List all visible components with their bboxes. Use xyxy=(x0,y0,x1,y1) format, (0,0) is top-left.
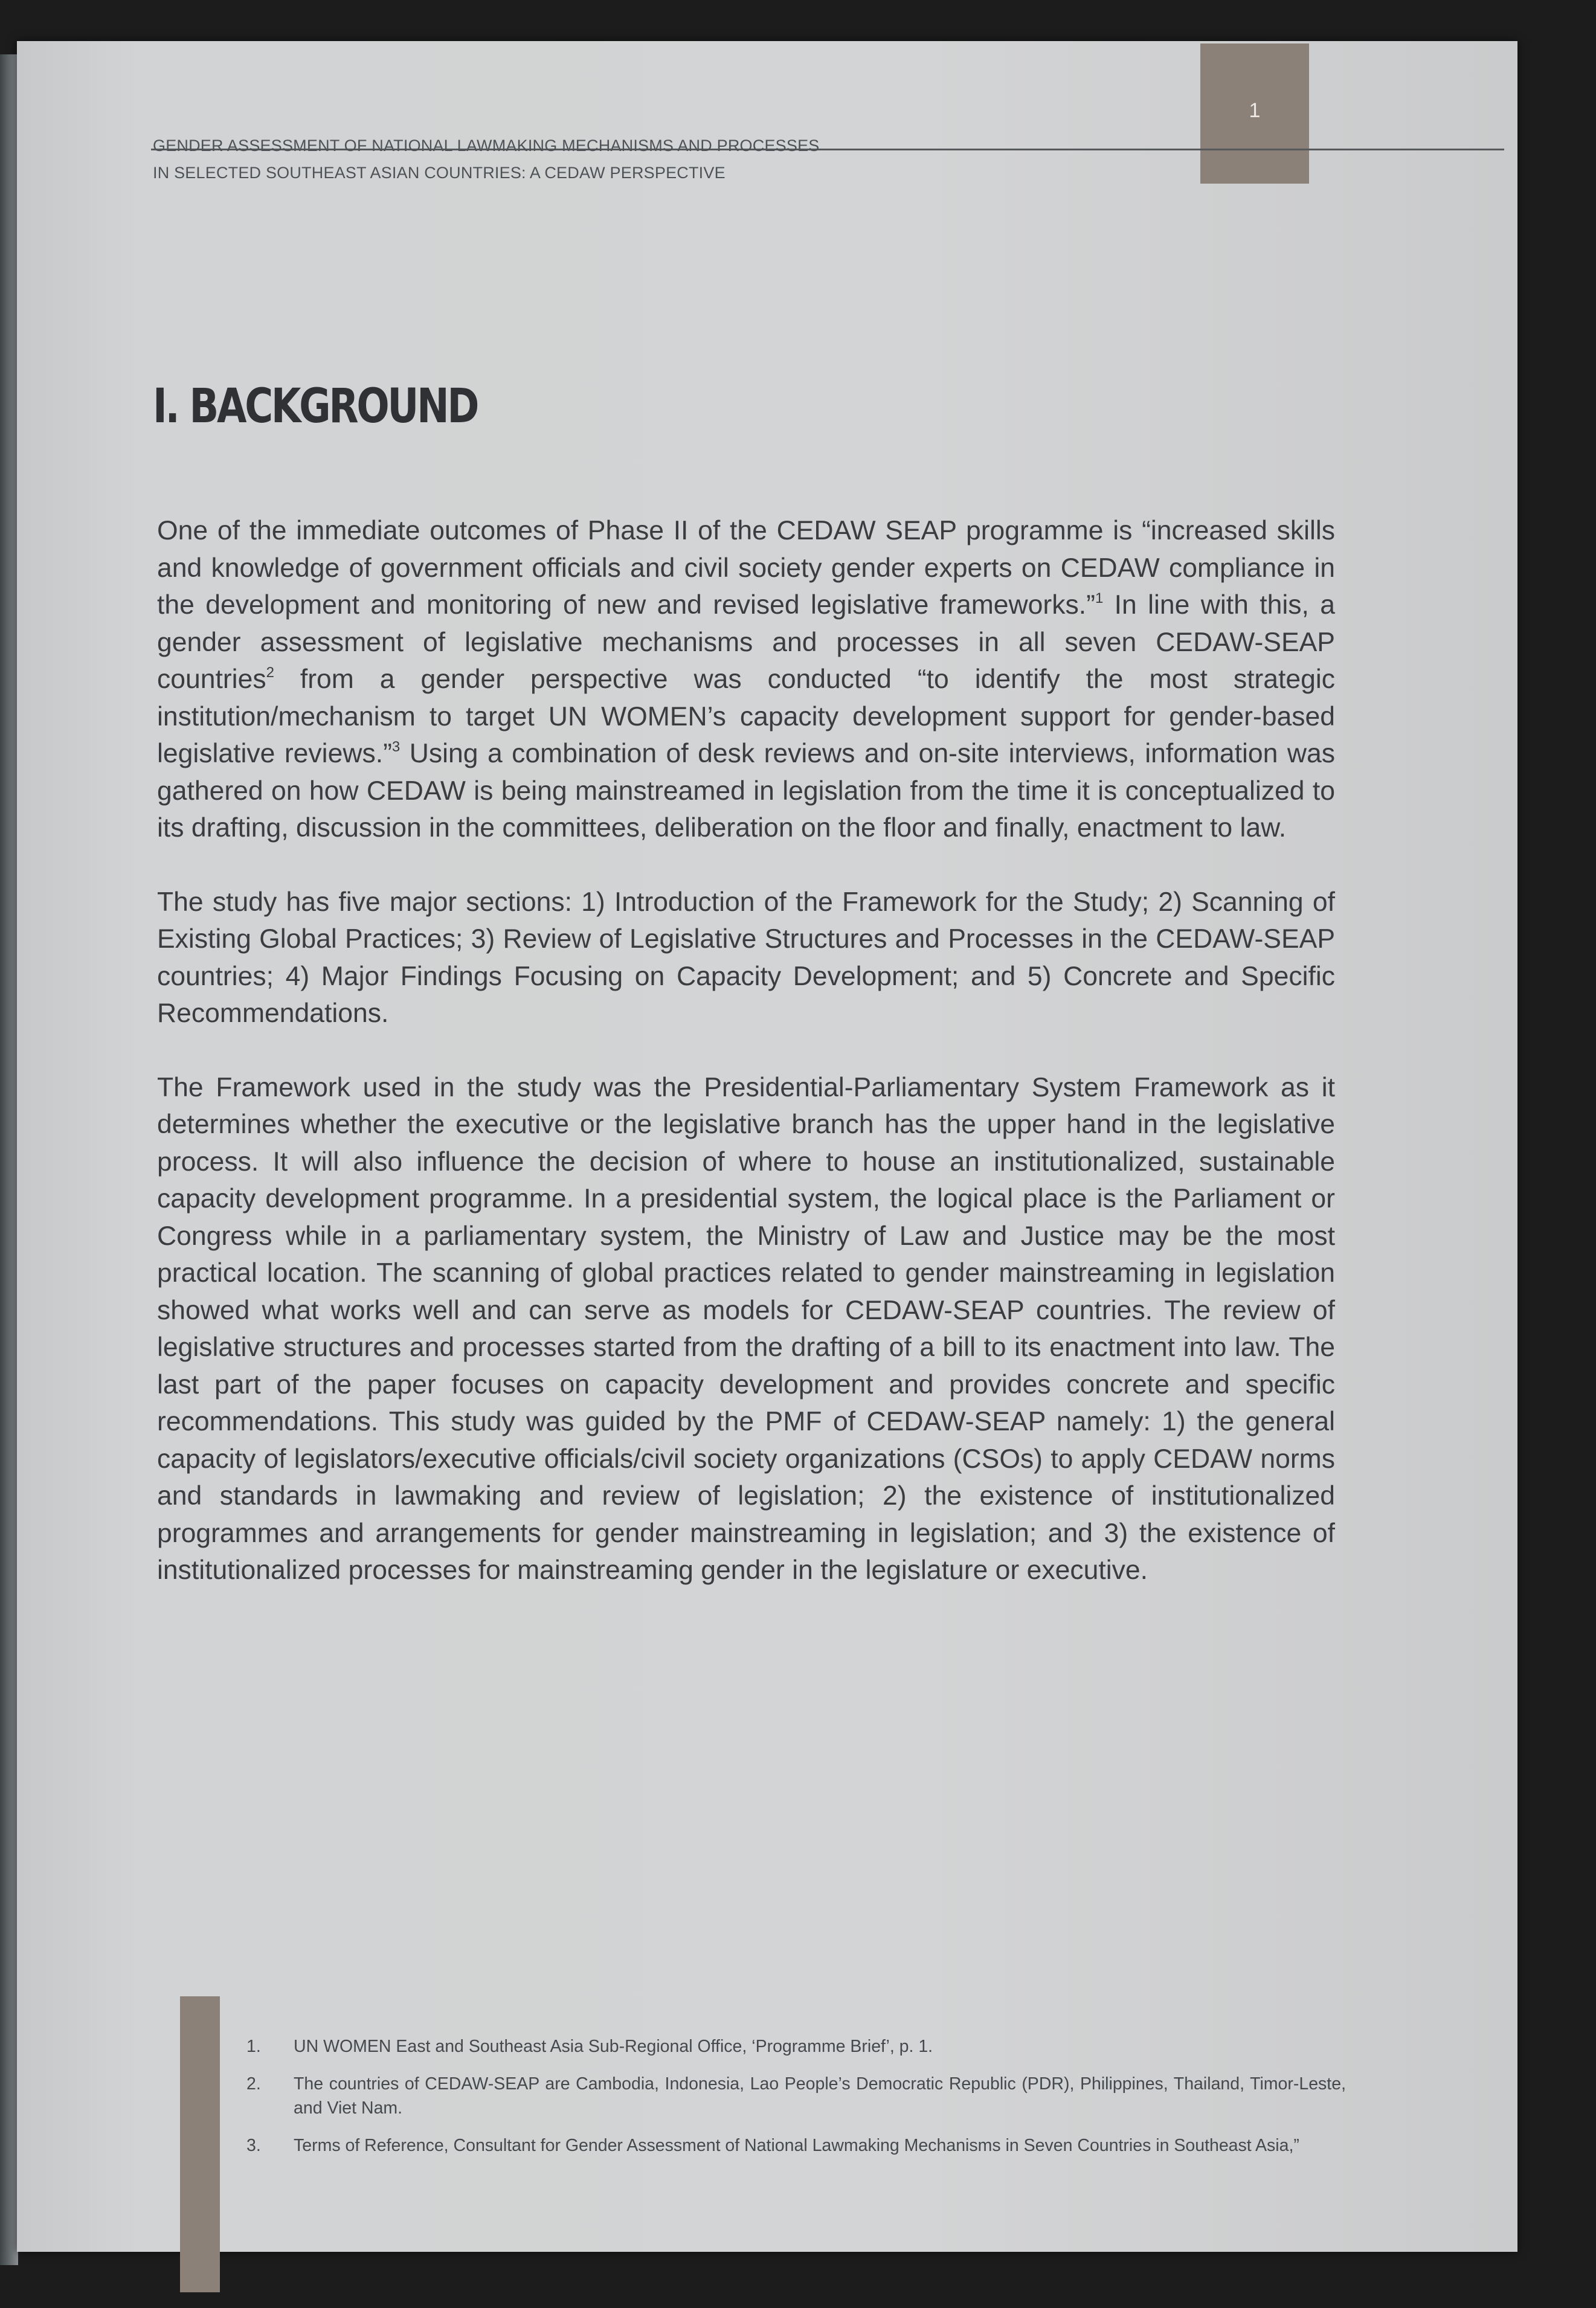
footnotes-list xyxy=(246,2034,1346,2171)
footnote-ref-2: 2 xyxy=(266,664,274,681)
footnote-accent-bar xyxy=(180,1996,220,2292)
running-head-line-1: GENDER ASSESSMENT OF NATIONAL LAWMAKING MECHANISMS AND PROCESSES xyxy=(153,137,820,155)
paragraph-1 xyxy=(157,512,1335,847)
book-spine-edge xyxy=(0,54,18,2265)
footnote-text: UN WOMEN East and Southeast Asia Sub-Regional Office, ‘Programme Brief’, p. 1. xyxy=(294,2037,933,2056)
paragraph-1-part-d: Using a combination of desk reviews and on-site interviews, information was gathered on how CEDAW is being mainstreamed in legislation from the time it is conceptualized to its drafting, discussion in the committees, deliberation on the floor and finally, enactment to law. xyxy=(157,739,1335,843)
footnote-text: Terms of Reference, Consultant for Gender Assessment of National Lawmaking Mechanisms in Seven Countries in Southeast Asia,” xyxy=(294,2136,1299,2155)
footnote-item xyxy=(246,2072,1346,2120)
footnote-number: 2. xyxy=(246,2074,261,2094)
footnote-text: The countries of CEDAW-SEAP are Cambodia, Indonesia, Lao People’s Democratic Republic (PDR), Philippines, Thailand, Timor-Leste, and Viet Nam. xyxy=(294,2074,1346,2118)
footnote-number: 1. xyxy=(246,2037,261,2056)
paragraph-1-part-c: from a gender perspective was conducted “to identify the most strategic institution/mechanism to target UN WOMEN’s capacity development support for gender-based legislative reviews.” xyxy=(157,664,1335,768)
running-head-line-2: IN SELECTED SOUTHEAST ASIAN COUNTRIES: A CEDAW PERSPECTIVE xyxy=(153,164,726,182)
page-number-tab xyxy=(1200,43,1309,184)
page-number: 1 xyxy=(1249,98,1261,122)
footnote-item xyxy=(246,2034,1346,2059)
running-head xyxy=(153,138,820,192)
paragraph-1-part-a: One of the immediate outcomes of Phase II of the CEDAW SEAP programme is “increased skills and knowledge of government officials and civil society gender experts on CEDAW compliance in the development and monitoring of new and revised legislative frameworks.” xyxy=(157,516,1335,620)
paragraph-2: The study has five major sections: 1) Introduction of the Framework for the Study; 2) Scanning of Existing Global Practices; 3) Review of Legislative Structures and Processes in the CEDAW-SEAP countries; 4) Major Findings Focusing on Capacity Development; and 5) Concrete and Specific Recommendations. xyxy=(157,887,1335,1028)
footnote-item xyxy=(246,2133,1346,2158)
footnote-ref-1: 1 xyxy=(1095,590,1104,606)
document-page xyxy=(17,41,1517,2252)
footnote-number: 3. xyxy=(246,2136,261,2155)
section-heading: I. BACKGROUND xyxy=(153,379,478,434)
body-text xyxy=(157,512,1335,1626)
paragraph-1-part-b: In line with this, a gender assessment of legislative mechanisms and processes in all seven CEDAW-SEAP countries xyxy=(157,590,1335,694)
paragraph-3: The Framework used in the study was the Presidential-Parliamentary System Framework as it determines whether the executive or the legislative branch has the upper hand in the legislative process. It will also influence the decision of where to house an institutionalized, sustainable capacity development programme. In a presidential system, the logical place is the Parliament or Congress while in a parliamentary system, the Ministry of Law and Justice may be the most practical location. The scanning of global practices related to gender mainstreaming in legislation showed what works well and can serve as models for CEDAW-SEAP countries. The review of legislative structures and processes started from the drafting of a bill to its enactment into law. The last part of the paper focuses on capacity development and provides concrete and specific recommendations. This study was guided by the PMF of CEDAW-SEAP namely: 1) the general capacity of legislators/executive officials/civil society organizations (CSOs) to apply CEDAW norms and standards in lawmaking and review of legislation; 2) the existence of institutionalized programmes and arrangements for gender mainstreaming in legislation; and 3) the existence of institutionalized processes for mainstreaming gender in the legislature or executive. xyxy=(157,1072,1335,1585)
footnote-ref-3: 3 xyxy=(391,739,401,755)
